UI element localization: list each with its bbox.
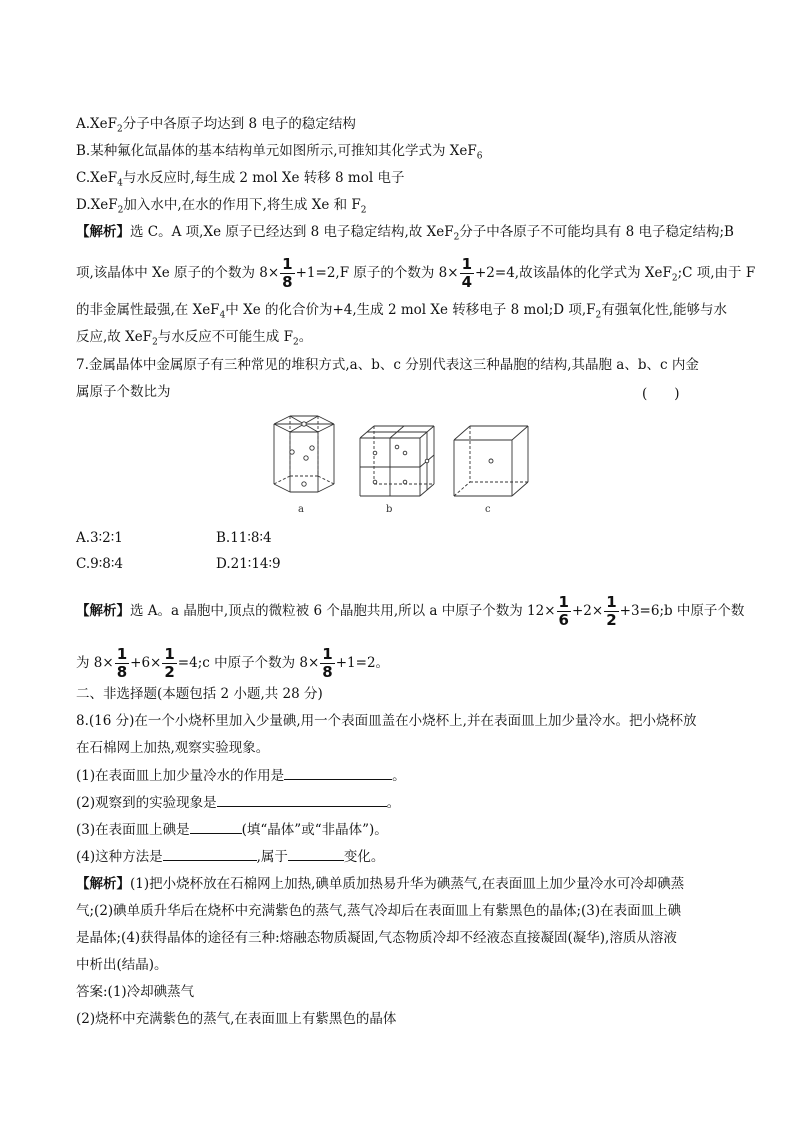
q6-option-c: C.XeF$_4$与水反应时,每生成 2 mol Xe 转移 8 mol 电子: [76, 170, 405, 189]
figure-label-b: b: [386, 504, 393, 515]
q7-stem-line-1: 7.金属晶体中金属原子有三种常见的堆积方式,a、b、c 分别代表这三种晶胞的结构,其晶胞 a、b、c 内金: [76, 357, 699, 373]
q7-stem-line-2: 属原子个数比为: [76, 384, 171, 400]
fraction: $\frac{1}{2}$: [164, 645, 175, 681]
fraction: $\frac{1}{8}$: [116, 645, 128, 681]
answer-blank[interactable]: [288, 846, 344, 861]
answer-blank[interactable]: [163, 846, 257, 861]
q6-analysis-line-1: 【解析】选 C。A 项,Xe 原子已经达到 8 电子稳定结构,故 XeF$_2$分子中各原子不可能均具有 8 电子稳定结构;B: [76, 224, 734, 243]
figure-label-c: c: [485, 504, 491, 515]
q8-sub-1: (1)在表面皿上加少量冷水的作用是 。: [76, 765, 406, 786]
q8-analysis-line-3: 是晶体;(4)获得晶体的途径有三种:熔融态物质凝固,气态物质冷却不经液态直接凝固(凝华),溶质从溶液: [76, 930, 677, 946]
q6-analysis-line-2: 项,该晶体中 Xe 原子的个数为 8× $\frac{1}{8}$ +1=2,F 原子的个数为 8× $\frac{1}{4}$ +2=4,故该晶体的化学式为 XeF$_2$;C 项,由于 F: [76, 255, 756, 291]
q7-option-d: D.21∶14∶9: [216, 556, 281, 572]
q6-option-b: B.某种氟化氙晶体的基本结构单元如图所示,可推知其化学式为 XeF$_6$: [76, 143, 483, 162]
q6-option-d: D.XeF$_2$加入水中,在水的作用下,将生成 Xe 和 $F_2$: [76, 197, 367, 216]
analysis-tag: 【解析】: [76, 876, 130, 892]
q7-option-a: A.3∶2∶1: [76, 530, 123, 546]
q6-analysis-line-4: 反应,故 XeF$_2$与水反应不可能生成 $F_2$。: [76, 329, 313, 348]
q7-analysis-line-2: 为 8× $\frac{1}{8}$ +6× $\frac{1}{2}$ =4;c 中原子个数为 8× $\frac{1}{8}$ +1=2。: [76, 645, 390, 681]
fraction: $\frac{1}{8}$: [322, 645, 333, 681]
answer-blank[interactable]: [284, 765, 392, 780]
fraction: $\frac{1}{6}$: [558, 593, 569, 629]
q8-analysis-line-2: 气;(2)碘单质升华后在烧杯中充满紫色的蒸气,蒸气冷却后在表面皿上有紫黑色的晶体;(3)在表面皿上碘: [76, 903, 682, 919]
cubic-cell-b: [360, 426, 434, 496]
section-heading: 二、非选择题(本题包括 2 小题,共 28 分): [76, 686, 323, 702]
q8-analysis-line-4: 中析出(结晶)。: [76, 957, 168, 973]
q8-stem-line-1: 8.(16 分)在一个小烧杯里加入少量碘,用一个表面皿盖在小烧杯上,并在表面皿上加少量冷水。把小烧杯放: [76, 713, 697, 729]
answer-parentheses: ( ): [642, 386, 680, 402]
q8-sub-3: (3)在表面皿上碘是 (填“晶体”或“非晶体”)。: [76, 819, 388, 840]
q7-option-b: B.11∶8∶4: [216, 530, 272, 546]
answer-blank[interactable]: [217, 792, 387, 807]
q6-option-a: A.XeF$_2$分子中各原子均达到 8 电子的稳定结构: [76, 116, 356, 135]
hexagonal-cell-a: [274, 416, 334, 492]
q8-answer-line-2: (2)烧杯中充满紫色的蒸气,在表面皿上有紫黑色的晶体: [76, 1011, 397, 1027]
fraction: $\frac{1}{2}$: [606, 593, 617, 629]
q8-answer-line-1: 答案:(1)冷却碘蒸气: [76, 984, 195, 1000]
crystal-cell-figure: [262, 410, 542, 502]
q8-stem-line-2: 在石棉网上加热,观察实验现象。: [76, 740, 270, 756]
q7-option-c: C.9∶8∶4: [76, 556, 123, 572]
answer-blank[interactable]: [190, 819, 242, 834]
q8-analysis-line-1: 【解析】(1)把小烧杯放在石棉网上加热,碘单质加热易升华为碘蒸气,在表面皿上加少量冷水可冷却碘蒸: [76, 876, 685, 892]
fraction: $\frac{1}{4}$: [461, 255, 472, 291]
cubic-cell-c: [454, 426, 528, 496]
analysis-tag: 【解析】: [76, 603, 130, 619]
q6-analysis-line-3: 的非金属性最强,在 XeF$_4$中 Xe 的化合价为+4,生成 2 mol Xe 转移电子 8 mol;D 项$,F_2$有强氧化性,能够与水: [76, 302, 728, 321]
fraction: $\frac{1}{8}$: [282, 255, 293, 291]
q8-sub-2: (2)观察到的实验现象是 。: [76, 792, 400, 813]
q8-sub-4: (4)这种方法是 ,属于 变化。: [76, 846, 384, 867]
figure-label-a: a: [298, 504, 304, 515]
q7-analysis-line-1: 【解析】选 A。a 晶胞中,顶点的微粒被 6 个晶胞共用,所以 a 中原子个数为 12× $\frac{1}{6}$ +2× $\frac{1}{2}$ +3=6;b 中原子个数: [76, 593, 745, 629]
analysis-tag: 【解析】: [76, 224, 130, 240]
